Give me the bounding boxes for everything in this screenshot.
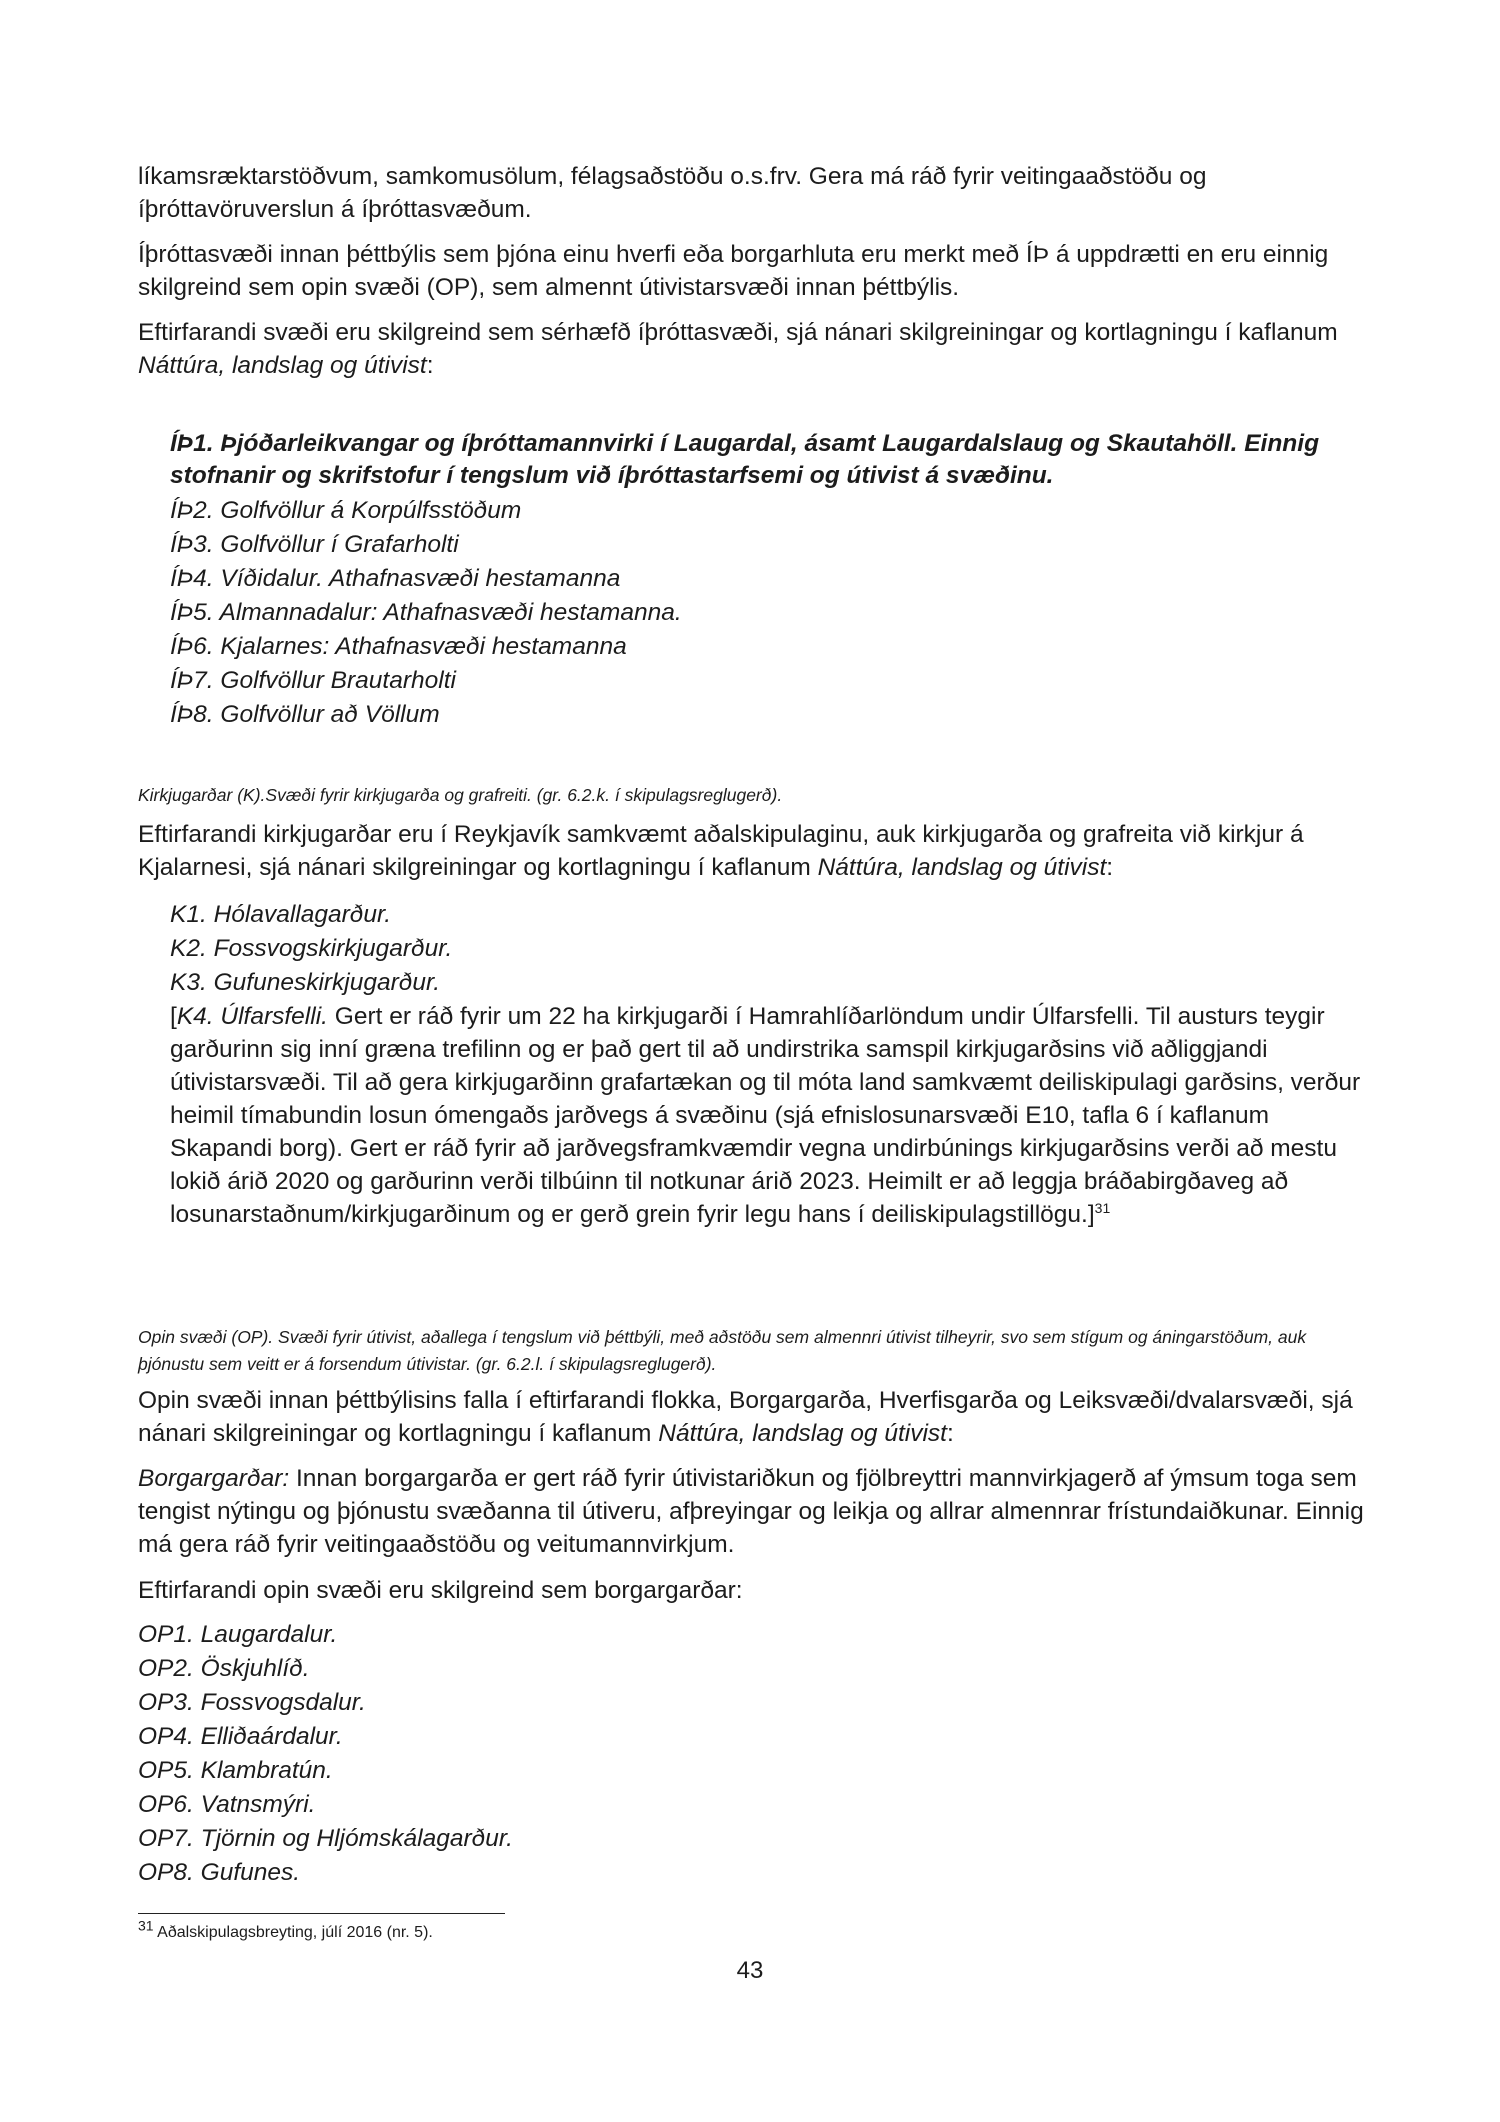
city-park-item: OP5. Klambratún. xyxy=(138,1757,333,1784)
footnote-text: Aðalskipulagsbreyting, júlí 2016 (nr. 5). xyxy=(153,1924,433,1941)
city-parks-list xyxy=(138,1618,1368,1890)
city-park-item: OP3. Fossvogsdalur. xyxy=(138,1689,366,1716)
open-areas-intro xyxy=(138,1384,1368,1450)
footnote-ref: 31 xyxy=(1094,1199,1111,1216)
bracket: [ xyxy=(170,1003,177,1030)
cemetery-k4 xyxy=(170,1000,1370,1231)
footnote-divider xyxy=(138,1913,505,1914)
footnote xyxy=(138,1917,433,1944)
cemeteries-heading: Kirkjugarðar (K).Svæði fyrir kirkjugarða og grafreiti. (gr. 6.2.k. í skipulagsreglugerð). xyxy=(138,785,783,805)
city-park-item: OP7. Tjörnin og Hljómskálagarður. xyxy=(138,1825,513,1852)
sports-area-item: ÍÞ5. Almannadalur: Athafnasvæði hestamanna. xyxy=(170,599,682,626)
paragraph-text: Innan borgargarða er gert ráð fyrir útivistariðkun og fjölbreyttri mannvirkjagerð af ýmsum toga sem tengist nýtingu og þjónustu svæðanna til útiveru, afþreyingar og leikja og allrar almennrar frístundaiðkunar. Einnig má gera ráð fyrir veitingaaðstöðu og veitumannvirkjum. xyxy=(138,1465,1364,1558)
cemetery-k4-name: K4. Úlfarsfelli. xyxy=(176,1003,328,1030)
city-parks-paragraph xyxy=(138,1462,1368,1561)
cemetery-item: K1. Hólavallagarður. xyxy=(170,901,392,928)
paragraph-text: : xyxy=(946,1420,954,1447)
city-park-item: OP8. Gufunes. xyxy=(138,1859,301,1886)
city-park-item: OP1. Laugardalur. xyxy=(138,1621,338,1648)
paragraph-text: : xyxy=(1106,854,1114,881)
sports-area-item-first: ÍÞ1. Þjóðarleikvangar og íþróttamannvirki í Laugardal, ásamt Laugardalslaug og Skautahöll. Einnig stofnanir og skrifstofur í tengslum við íþróttastarfsemi og útivist á svæðinu. xyxy=(170,430,1320,489)
city-parks-list-intro: Eftirfarandi opin svæði eru skilgreind sem borgargarðar: xyxy=(138,1577,743,1604)
paragraph-text: Opin svæði innan þéttbýlisins falla í eftirfarandi flokka, Borgargarða, Hverfisgarða og Leiksvæði/dvalarsvæði, sjá nánari skilgreiningar og kortlagningu í kaflanum xyxy=(138,1387,1353,1447)
page-number: 43 xyxy=(736,1957,764,1984)
sports-area-items xyxy=(170,494,1370,732)
chapter-reference: Náttúra, landslag og útivist xyxy=(138,352,427,379)
sports-area-list xyxy=(170,428,1370,732)
chapter-reference: Náttúra, landslag og útivist xyxy=(658,1420,947,1447)
open-areas-heading: Opin svæði (OP). Svæði fyrir útivist, aðallega í tengslum við þéttbýli, með aðstöðu sem almennri útivist tilheyrir, svo sem stígum og áningarstöðum, auk þjónustu sem veitt er á forsendum útivistar. (gr. 6.2.l. í skipulagsreglugerð). xyxy=(138,1327,1307,1374)
cemetery-items xyxy=(170,898,1370,1000)
paragraph-text: líkamsræktarstöðvum, samkomusölum, félagsaðstöðu o.s.frv. Gera má ráð fyrir veitingaaðstöðu og íþróttavöruverslun á íþróttasvæðum. xyxy=(138,163,1207,223)
sports-area-item: ÍÞ8. Golfvöllur að Völlum xyxy=(170,701,440,728)
paragraph-text: : xyxy=(426,352,434,379)
sports-area-item: ÍÞ4. Víðidalur. Athafnasvæði hestamanna xyxy=(170,565,621,592)
paragraph-sports-facilities xyxy=(138,160,1368,226)
paragraph-sports-areas xyxy=(138,238,1368,304)
sports-area-item: ÍÞ6. Kjalarnes: Athafnasvæði hestamanna xyxy=(170,633,627,660)
city-park-item: OP4. Elliðaárdalur. xyxy=(138,1723,343,1750)
city-parks-label: Borgargarðar: xyxy=(138,1465,290,1492)
footnote-number: 31 xyxy=(138,1917,154,1934)
chapter-reference: Náttúra, landslag og útivist xyxy=(817,854,1107,881)
paragraph-special-sports-intro xyxy=(138,316,1368,382)
city-park-item: OP2. Öskjuhlíð. xyxy=(138,1655,310,1682)
paragraph-text: Íþróttasvæði innan þéttbýlis sem þjóna einu hverfi eða borgarhluta eru merkt með ÍÞ á uppdrætti en eru einnig skilgreind sem opin svæði (OP), sem almennt útivistarsvæði innan þéttbýlis. xyxy=(138,241,1329,301)
city-park-item: OP6. Vatnsmýri. xyxy=(138,1791,316,1818)
paragraph-text: Eftirfarandi kirkjugarðar eru í Reykjavík samkvæmt aðalskipulaginu, auk kirkjugarða og grafreita við kirkjur á Kjalarnesi, sjá nánari skilgreiningar og kortlagningu í kaflanum xyxy=(138,821,1304,881)
sports-area-item: ÍÞ7. Golfvöllur Brautarholti xyxy=(170,667,456,694)
cemetery-list xyxy=(170,898,1370,1231)
cemeteries-intro xyxy=(138,818,1368,884)
cemetery-k4-text: Gert er ráð fyrir um 22 ha kirkjugarði í Hamrahlíðarlöndum undir Úlfarsfelli. Til austurs teygir garðurinn sig inní græna trefilinn og er það gert til að undirstrika samspil kirkjugarðsins við aðliggjandi útivistarsvæði. Til að gera kirkjugarðinn grafartækan og til móta land samkvæmt deiliskipulagi garðsins, verður heimil tímabundin losun ómengaðs jarðvegs á svæðinu (sjá efnislosunarsvæði E10, tafla 6 í kaflanum Skapandi borg). Gert er ráð fyrir að jarðvegsframkvæmdir vegna undirbúnings kirkjugarðsins verði að mestu lokið árið 2020 og garðurinn verði tilbúinn til notkunar árið 2023. Heimilt er að leggja bráðabirgðaveg að losunarstaðnum/kirkjugarðinum og er gerð grein fyrir legu hans í deiliskipulagstillögu.] xyxy=(170,1003,1361,1228)
sports-area-item: ÍÞ3. Golfvöllur í Grafarholti xyxy=(170,531,459,558)
cemetery-item: K3. Gufuneskirkjugarður. xyxy=(170,969,441,996)
sports-area-item: ÍÞ2. Golfvöllur á Korpúlfsstöðum xyxy=(170,497,522,524)
paragraph-text: Eftirfarandi svæði eru skilgreind sem sérhæfð íþróttasvæði, sjá nánari skilgreiningar og kortlagningu í kaflanum xyxy=(138,319,1338,346)
cemetery-item: K2. Fossvogskirkjugarður. xyxy=(170,935,453,962)
